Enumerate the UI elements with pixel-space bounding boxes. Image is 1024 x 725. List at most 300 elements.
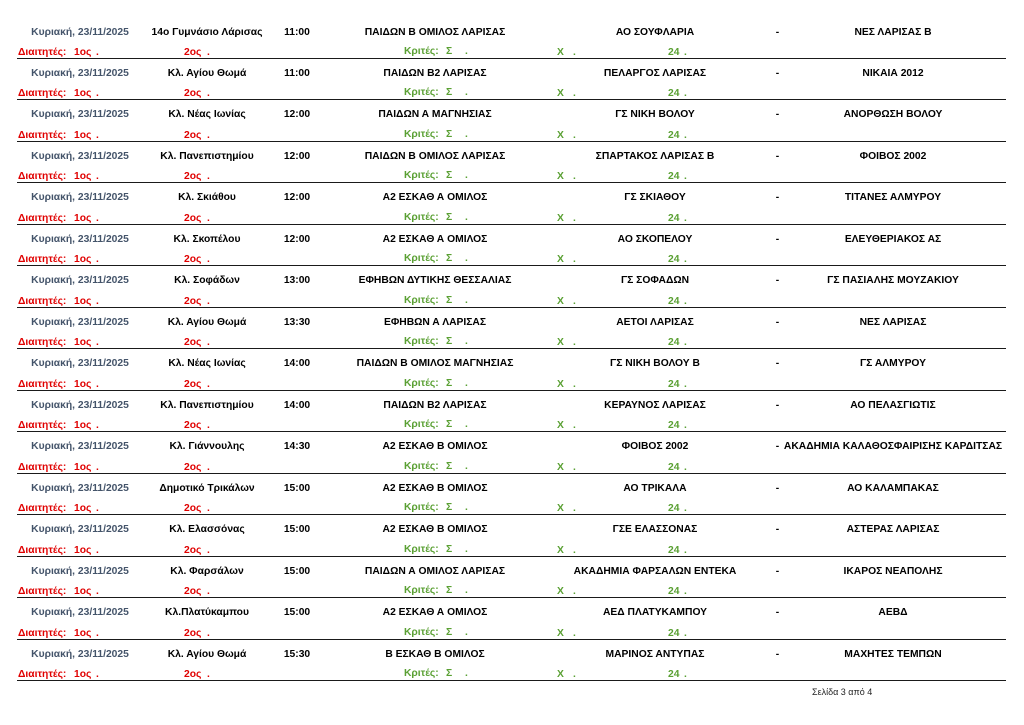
home-team: ΠΕΛΑΡΓΟΣ ΛΑΡΙΣΑΣ bbox=[603, 67, 707, 79]
match-venue: Κλ. Γιάννουλης bbox=[169, 441, 245, 453]
match-category: Α2 ΕΣΚΑΘ Α ΟΜΙΛΟΣ bbox=[382, 233, 488, 245]
match-date: Κυριακή, 23/11/2025 bbox=[31, 648, 129, 660]
shot-clock-label: 24 bbox=[668, 212, 680, 224]
match-date: Κυριακή, 23/11/2025 bbox=[31, 67, 129, 79]
versus-dash: - bbox=[775, 233, 780, 245]
timekeeper-value: . bbox=[573, 129, 576, 141]
shot-clock-label: 24 bbox=[668, 295, 680, 307]
match-date: Κυριακή, 23/11/2025 bbox=[31, 441, 129, 453]
scorer-value: . bbox=[465, 46, 468, 57]
officials-line bbox=[0, 461, 1024, 474]
scorer-value: . bbox=[465, 460, 468, 472]
referees-label: Διαιτητές: bbox=[18, 295, 67, 307]
away-team: ΝΕΣ ΛΑΡΙΣΑΣ bbox=[859, 316, 927, 328]
referees-label: Διαιτητές: bbox=[18, 47, 67, 58]
first-referee-label: 1ος bbox=[74, 503, 92, 515]
scorer-value: . bbox=[465, 336, 468, 348]
match-time: 12:00 bbox=[283, 192, 311, 204]
timekeeper-value: . bbox=[573, 47, 576, 58]
timekeeper-label: Χ bbox=[557, 129, 564, 141]
timekeeper-value: . bbox=[573, 254, 576, 266]
match-time: 11:00 bbox=[284, 67, 310, 79]
shot-clock-label: 24 bbox=[668, 129, 680, 141]
first-referee-label: 1ος bbox=[74, 337, 92, 349]
match-info-line bbox=[0, 108, 1024, 121]
away-team: ΕΛΕΥΘΕΡΙΑΚΟΣ ΑΣ bbox=[844, 233, 942, 245]
shot-clock-label: 24 bbox=[668, 337, 680, 349]
shot-clock-label: 24 bbox=[668, 461, 680, 473]
first-referee-label: 1ος bbox=[74, 254, 92, 266]
match-category: ΠΑΙΔΩΝ Β2 ΛΑΡΙΣΑΣ bbox=[383, 67, 487, 79]
second-referee-label: 2ος bbox=[184, 47, 202, 58]
shot-clock-value: . bbox=[684, 378, 687, 390]
match-row bbox=[0, 308, 1024, 349]
match-venue: Κλ. Ελασσόνας bbox=[169, 524, 245, 536]
first-referee-value: . bbox=[96, 378, 99, 390]
match-date: Κυριακή, 23/11/2025 bbox=[31, 275, 129, 287]
first-referee-value: . bbox=[96, 627, 99, 639]
referees-label: Διαιτητές: bbox=[18, 461, 67, 473]
away-team: ΑΚΑΔΗΜΙΑ ΚΑΛΑΘΟΣΦΑΙΡΙΣΗΣ ΚΑΡΔΙΤΣΑΣ bbox=[783, 441, 1003, 453]
away-team: ΓΣ ΑΛΜΥΡΟΥ bbox=[859, 358, 927, 370]
first-referee-label: 1ος bbox=[74, 586, 92, 598]
shot-clock-value: . bbox=[684, 420, 687, 432]
scorer-value: . bbox=[465, 626, 468, 638]
match-date: Κυριακή, 23/11/2025 bbox=[31, 524, 129, 536]
match-row bbox=[0, 640, 1024, 681]
referees-label: Διαιτητές: bbox=[18, 503, 67, 515]
match-info-line bbox=[0, 233, 1024, 246]
scorer-value: . bbox=[465, 377, 468, 389]
referees-label: Διαιτητές: bbox=[18, 212, 67, 224]
match-time: 14:30 bbox=[283, 441, 311, 453]
second-referee-label: 2ος bbox=[184, 337, 202, 349]
first-referee-value: . bbox=[96, 171, 99, 183]
shot-clock-label: 24 bbox=[668, 669, 680, 681]
second-referee-label: 2ος bbox=[184, 171, 202, 183]
first-referee-label: 1ος bbox=[74, 171, 92, 183]
home-team: ΑΚΑΔΗΜΙΑ ΦΑΡΣΑΛΩΝ ΕΝΤΕΚΑ bbox=[573, 565, 737, 577]
second-referee-value: . bbox=[207, 129, 210, 141]
match-info-line bbox=[0, 606, 1024, 619]
judges-label: Κριτές: bbox=[404, 543, 439, 555]
officials-line bbox=[0, 87, 1024, 100]
second-referee-value: . bbox=[207, 586, 210, 598]
versus-dash: - bbox=[775, 109, 780, 121]
match-category: Α2 ΕΣΚΑΘ Β ΟΜΙΛΟΣ bbox=[382, 482, 488, 494]
shot-clock-value: . bbox=[684, 254, 687, 266]
match-category: ΠΑΙΔΩΝ Β ΟΜΙΛΟΣ ΜΑΓΝΗΣΙΑΣ bbox=[356, 358, 514, 370]
shot-clock-label: 24 bbox=[668, 171, 680, 183]
match-venue: Κλ. Αγίου Θωμά bbox=[167, 648, 247, 660]
match-venue: Κλ. Νέας Ιωνίας bbox=[168, 109, 246, 121]
home-team: ΓΣΕ ΕΛΑΣΣΟΝΑΣ bbox=[612, 524, 698, 536]
second-referee-value: . bbox=[207, 544, 210, 556]
shot-clock-label: 24 bbox=[668, 627, 680, 639]
first-referee-label: 1ος bbox=[74, 88, 92, 100]
versus-dash: - bbox=[775, 150, 780, 162]
home-team: ΑΟ ΤΡΙΚΑΛΑ bbox=[623, 482, 687, 494]
scorer-value: . bbox=[465, 253, 468, 265]
match-category: Α2 ΕΣΚΑΘ Α ΟΜΙΛΟΣ bbox=[382, 192, 488, 204]
match-category: ΕΦΗΒΩΝ Α ΛΑΡΙΣΑΣ bbox=[383, 316, 487, 328]
first-referee-value: . bbox=[96, 586, 99, 598]
second-referee-label: 2ος bbox=[184, 88, 202, 100]
second-referee-value: . bbox=[207, 171, 210, 183]
home-team: ΓΣ ΣΟΦΑΔΩΝ bbox=[620, 275, 690, 287]
first-referee-label: 1ος bbox=[74, 420, 92, 432]
timekeeper-value: . bbox=[573, 503, 576, 515]
first-referee-value: . bbox=[96, 420, 99, 432]
match-category: ΠΑΙΔΩΝ Β ΟΜΙΛΟΣ ΛΑΡΙΣΑΣ bbox=[364, 150, 506, 162]
match-time: 12:00 bbox=[283, 109, 311, 121]
timekeeper-value: . bbox=[573, 544, 576, 556]
second-referee-label: 2ος bbox=[184, 212, 202, 224]
match-info-line bbox=[0, 274, 1024, 287]
shot-clock-value: . bbox=[684, 171, 687, 183]
match-schedule bbox=[0, 18, 1024, 682]
home-team: ΑΟ ΣΚΟΠΕΛΟΥ bbox=[617, 233, 693, 245]
second-referee-value: . bbox=[207, 461, 210, 473]
match-venue: Κλ. Σοφάδων bbox=[174, 275, 240, 287]
timekeeper-label: Χ bbox=[557, 420, 564, 432]
timekeeper-label: Χ bbox=[557, 461, 564, 473]
scorer-value: . bbox=[465, 585, 468, 597]
match-venue: Κλ. Νέας Ιωνίας bbox=[168, 358, 246, 370]
timekeeper-value: . bbox=[573, 420, 576, 432]
shot-clock-value: . bbox=[684, 129, 687, 141]
officials-line bbox=[0, 544, 1024, 557]
scorer-label: Σ bbox=[446, 460, 453, 472]
match-category: ΕΦΗΒΩΝ ΔΥΤΙΚΗΣ ΘΕΣΣΑΛΙΑΣ bbox=[358, 275, 512, 287]
timekeeper-value: . bbox=[573, 627, 576, 639]
match-time: 12:00 bbox=[283, 233, 311, 245]
judges-label: Κριτές: bbox=[404, 419, 439, 431]
timekeeper-label: Χ bbox=[557, 544, 564, 556]
match-info-line bbox=[0, 648, 1024, 661]
first-referee-value: . bbox=[96, 337, 99, 349]
timekeeper-label: Χ bbox=[557, 586, 564, 598]
match-date: Κυριακή, 23/11/2025 bbox=[31, 150, 129, 162]
timekeeper-value: . bbox=[573, 586, 576, 598]
scorer-label: Σ bbox=[446, 377, 453, 389]
shot-clock-value: . bbox=[684, 295, 687, 307]
match-info-line bbox=[0, 565, 1024, 578]
away-team: ΦΟΙΒΟΣ 2002 bbox=[859, 150, 927, 162]
match-info-line bbox=[0, 357, 1024, 370]
match-time: 15:30 bbox=[283, 648, 311, 660]
match-date: Κυριακή, 23/11/2025 bbox=[31, 358, 129, 370]
officials-line bbox=[0, 212, 1024, 225]
second-referee-value: . bbox=[207, 627, 210, 639]
judges-label: Κριτές: bbox=[404, 377, 439, 389]
match-category: Α2 ΕΣΚΑΘ Β ΟΜΙΛΟΣ bbox=[382, 524, 488, 536]
match-row bbox=[0, 557, 1024, 598]
referees-label: Διαιτητές: bbox=[18, 378, 67, 390]
second-referee-label: 2ος bbox=[184, 129, 202, 141]
scorer-label: Σ bbox=[446, 46, 453, 57]
judges-label: Κριτές: bbox=[404, 336, 439, 348]
match-row bbox=[0, 142, 1024, 183]
judges-label: Κριτές: bbox=[404, 294, 439, 306]
second-referee-value: . bbox=[207, 295, 210, 307]
versus-dash: - bbox=[775, 67, 780, 79]
scorer-label: Σ bbox=[446, 253, 453, 265]
match-time: 15:00 bbox=[283, 607, 311, 619]
match-category: Β ΕΣΚΑΘ Β ΟΜΙΛΟΣ bbox=[385, 648, 485, 660]
timekeeper-label: Χ bbox=[557, 171, 564, 183]
shot-clock-value: . bbox=[684, 544, 687, 556]
match-row bbox=[0, 59, 1024, 100]
home-team: ΓΣ ΣΚΙΑΘΟΥ bbox=[624, 192, 686, 204]
match-date: Κυριακή, 23/11/2025 bbox=[31, 192, 129, 204]
match-row bbox=[0, 349, 1024, 390]
second-referee-label: 2ος bbox=[184, 378, 202, 390]
match-time: 15:00 bbox=[283, 565, 311, 577]
referees-label: Διαιτητές: bbox=[18, 254, 67, 266]
officials-line bbox=[0, 627, 1024, 640]
first-referee-label: 1ος bbox=[74, 295, 92, 307]
scorer-value: . bbox=[465, 543, 468, 555]
first-referee-label: 1ος bbox=[74, 544, 92, 556]
versus-dash: - bbox=[775, 441, 780, 453]
page-number: Σελίδα 3 από 4 bbox=[812, 687, 873, 697]
home-team: ΚΕΡΑΥΝΟΣ ΛΑΡΙΣΑΣ bbox=[604, 399, 706, 411]
judges-label: Κριτές: bbox=[404, 211, 439, 223]
away-team: ΓΣ ΠΑΣΙΑΛΗΣ ΜΟΥΖΑΚΙΟΥ bbox=[827, 275, 959, 287]
second-referee-value: . bbox=[207, 337, 210, 349]
officials-line bbox=[0, 46, 1024, 59]
officials-line bbox=[0, 378, 1024, 391]
first-referee-value: . bbox=[96, 212, 99, 224]
match-row bbox=[0, 183, 1024, 224]
scorer-label: Σ bbox=[446, 419, 453, 431]
judges-label: Κριτές: bbox=[404, 128, 439, 140]
match-venue: Κλ. Πανεπιστημίου bbox=[160, 150, 254, 162]
timekeeper-value: . bbox=[573, 669, 576, 681]
away-team: ΙΚΑΡΟΣ ΝΕΑΠΟΛΗΣ bbox=[843, 565, 943, 577]
match-time: 13:00 bbox=[283, 275, 311, 287]
timekeeper-label: Χ bbox=[557, 627, 564, 639]
scorer-label: Σ bbox=[446, 294, 453, 306]
second-referee-label: 2ος bbox=[184, 586, 202, 598]
match-time: 14:00 bbox=[283, 399, 311, 411]
match-info-line bbox=[0, 26, 1024, 39]
home-team: ΑΕΤΟΙ ΛΑΡΙΣΑΣ bbox=[616, 316, 694, 328]
match-row bbox=[0, 432, 1024, 473]
first-referee-value: . bbox=[96, 254, 99, 266]
officials-line bbox=[0, 253, 1024, 266]
shot-clock-label: 24 bbox=[668, 47, 680, 58]
second-referee-value: . bbox=[207, 503, 210, 515]
match-venue: 14ο Γυμνάσιο Λάρισας bbox=[151, 26, 263, 38]
versus-dash: - bbox=[775, 482, 780, 494]
shot-clock-value: . bbox=[684, 627, 687, 639]
scorer-value: . bbox=[465, 128, 468, 140]
second-referee-value: . bbox=[207, 378, 210, 390]
shot-clock-label: 24 bbox=[668, 420, 680, 432]
match-category: ΠΑΙΔΩΝ Β2 ΛΑΡΙΣΑΣ bbox=[383, 399, 487, 411]
match-row bbox=[0, 598, 1024, 639]
match-info-line bbox=[0, 440, 1024, 453]
referees-label: Διαιτητές: bbox=[18, 171, 67, 183]
match-row bbox=[0, 18, 1024, 59]
match-date: Κυριακή, 23/11/2025 bbox=[31, 26, 129, 38]
shot-clock-value: . bbox=[684, 212, 687, 224]
match-category: ΠΑΙΔΩΝ Α ΜΑΓΝΗΣΙΑΣ bbox=[378, 109, 492, 121]
match-venue: Κλ.Πλατύκαμπου bbox=[165, 607, 249, 619]
first-referee-label: 1ος bbox=[74, 461, 92, 473]
timekeeper-value: . bbox=[573, 461, 576, 473]
first-referee-label: 1ος bbox=[74, 129, 92, 141]
scorer-label: Σ bbox=[446, 502, 453, 514]
shot-clock-label: 24 bbox=[668, 254, 680, 266]
timekeeper-value: . bbox=[573, 88, 576, 100]
timekeeper-value: . bbox=[573, 212, 576, 224]
timekeeper-value: . bbox=[573, 337, 576, 349]
judges-label: Κριτές: bbox=[404, 460, 439, 472]
second-referee-label: 2ος bbox=[184, 544, 202, 556]
shot-clock-label: 24 bbox=[668, 544, 680, 556]
away-team: ΝΙΚΑΙΑ 2012 bbox=[862, 67, 924, 79]
match-venue: Δημοτικό Τρικάλων bbox=[159, 482, 255, 494]
second-referee-value: . bbox=[207, 47, 210, 58]
match-time: 11:00 bbox=[284, 26, 310, 38]
home-team: ΣΠΑΡΤΑΚΟΣ ΛΑΡΙΣΑΣ Β bbox=[595, 150, 715, 162]
match-category: ΠΑΙΔΩΝ Β ΟΜΙΛΟΣ ΛΑΡΙΣΑΣ bbox=[364, 26, 506, 38]
referees-label: Διαιτητές: bbox=[18, 586, 67, 598]
officials-line bbox=[0, 336, 1024, 349]
first-referee-label: 1ος bbox=[74, 669, 92, 681]
second-referee-label: 2ος bbox=[184, 254, 202, 266]
first-referee-value: . bbox=[96, 88, 99, 100]
judges-label: Κριτές: bbox=[404, 585, 439, 597]
versus-dash: - bbox=[775, 275, 780, 287]
officials-line bbox=[0, 129, 1024, 142]
versus-dash: - bbox=[775, 192, 780, 204]
second-referee-value: . bbox=[207, 88, 210, 100]
shot-clock-label: 24 bbox=[668, 586, 680, 598]
timekeeper-label: Χ bbox=[557, 503, 564, 515]
second-referee-label: 2ος bbox=[184, 420, 202, 432]
judges-label: Κριτές: bbox=[404, 502, 439, 514]
match-time: 15:00 bbox=[283, 524, 311, 536]
match-date: Κυριακή, 23/11/2025 bbox=[31, 482, 129, 494]
shot-clock-value: . bbox=[684, 669, 687, 681]
timekeeper-label: Χ bbox=[557, 88, 564, 100]
scorer-label: Σ bbox=[446, 626, 453, 638]
match-venue: Κλ. Αγίου Θωμά bbox=[167, 67, 247, 79]
shot-clock-label: 24 bbox=[668, 378, 680, 390]
shot-clock-value: . bbox=[684, 88, 687, 100]
shot-clock-value: . bbox=[684, 47, 687, 58]
match-info-line bbox=[0, 399, 1024, 412]
scorer-value: . bbox=[465, 294, 468, 306]
match-info-line bbox=[0, 67, 1024, 80]
match-time: 14:00 bbox=[283, 358, 311, 370]
scorer-label: Σ bbox=[446, 336, 453, 348]
first-referee-value: . bbox=[96, 47, 99, 58]
first-referee-value: . bbox=[96, 129, 99, 141]
away-team: ΤΙΤΑΝΕΣ ΑΛΜΥΡΟΥ bbox=[844, 192, 942, 204]
referees-label: Διαιτητές: bbox=[18, 544, 67, 556]
judges-label: Κριτές: bbox=[404, 170, 439, 182]
first-referee-value: . bbox=[96, 544, 99, 556]
timekeeper-label: Χ bbox=[557, 295, 564, 307]
judges-label: Κριτές: bbox=[404, 87, 439, 99]
shot-clock-value: . bbox=[684, 461, 687, 473]
first-referee-value: . bbox=[96, 295, 99, 307]
match-date: Κυριακή, 23/11/2025 bbox=[31, 399, 129, 411]
first-referee-label: 1ος bbox=[74, 378, 92, 390]
scorer-label: Σ bbox=[446, 585, 453, 597]
second-referee-label: 2ος bbox=[184, 669, 202, 681]
first-referee-value: . bbox=[96, 503, 99, 515]
away-team: ΑΣΤΕΡΑΣ ΛΑΡΙΣΑΣ bbox=[846, 524, 940, 536]
away-team: ΜΑΧΗΤΕΣ ΤΕΜΠΩΝ bbox=[844, 648, 942, 660]
match-venue: Κλ. Φαρσάλων bbox=[170, 565, 244, 577]
match-date: Κυριακή, 23/11/2025 bbox=[31, 565, 129, 577]
judges-label: Κριτές: bbox=[404, 668, 439, 680]
match-venue: Κλ. Πανεπιστημίου bbox=[160, 399, 254, 411]
scorer-value: . bbox=[465, 419, 468, 431]
match-date: Κυριακή, 23/11/2025 bbox=[31, 109, 129, 121]
second-referee-value: . bbox=[207, 254, 210, 266]
match-date: Κυριακή, 23/11/2025 bbox=[31, 607, 129, 619]
first-referee-label: 1ος bbox=[74, 627, 92, 639]
match-time: 12:00 bbox=[283, 150, 311, 162]
match-venue: Κλ. Σκιάθου bbox=[178, 192, 236, 204]
match-category: Α2 ΕΣΚΑΘ Α ΟΜΙΛΟΣ bbox=[382, 607, 488, 619]
away-team: ΑΝΟΡΘΩΣΗ ΒΟΛΟΥ bbox=[843, 109, 943, 121]
second-referee-value: . bbox=[207, 212, 210, 224]
away-team: ΑΟ ΠΕΛΑΣΓΙΩΤΙΣ bbox=[850, 399, 936, 411]
versus-dash: - bbox=[775, 26, 780, 38]
versus-dash: - bbox=[775, 399, 780, 411]
shot-clock-value: . bbox=[684, 586, 687, 598]
home-team: ΜΑΡΙΝΟΣ ΑΝΤΥΠΑΣ bbox=[605, 648, 705, 660]
scorer-label: Σ bbox=[446, 87, 453, 99]
versus-dash: - bbox=[775, 358, 780, 370]
officials-line bbox=[0, 502, 1024, 515]
match-venue: Κλ. Σκοπέλου bbox=[173, 233, 241, 245]
scorer-value: . bbox=[465, 170, 468, 182]
match-row bbox=[0, 474, 1024, 515]
away-team: ΑΕΒΔ bbox=[878, 607, 908, 619]
scorer-label: Σ bbox=[446, 668, 453, 680]
timekeeper-label: Χ bbox=[557, 47, 564, 58]
away-team: ΑΟ ΚΑΛΑΜΠΑΚΑΣ bbox=[847, 482, 939, 494]
home-team: ΑΟ ΣΟΥΦΛΑΡΙΑ bbox=[615, 26, 695, 38]
timekeeper-label: Χ bbox=[557, 669, 564, 681]
timekeeper-value: . bbox=[573, 295, 576, 307]
timekeeper-value: . bbox=[573, 171, 576, 183]
first-referee-value: . bbox=[96, 669, 99, 681]
first-referee-label: 1ος bbox=[74, 212, 92, 224]
referees-label: Διαιτητές: bbox=[18, 627, 67, 639]
match-category: ΠΑΙΔΩΝ Α ΟΜΙΛΟΣ ΛΑΡΙΣΑΣ bbox=[364, 565, 506, 577]
match-time: 13:30 bbox=[283, 316, 311, 328]
timekeeper-label: Χ bbox=[557, 378, 564, 390]
officials-line bbox=[0, 419, 1024, 432]
timekeeper-label: Χ bbox=[557, 254, 564, 266]
match-venue: Κλ. Αγίου Θωμά bbox=[167, 316, 247, 328]
timekeeper-value: . bbox=[573, 378, 576, 390]
match-date: Κυριακή, 23/11/2025 bbox=[31, 316, 129, 328]
match-info-line bbox=[0, 316, 1024, 329]
versus-dash: - bbox=[775, 648, 780, 660]
timekeeper-label: Χ bbox=[557, 337, 564, 349]
